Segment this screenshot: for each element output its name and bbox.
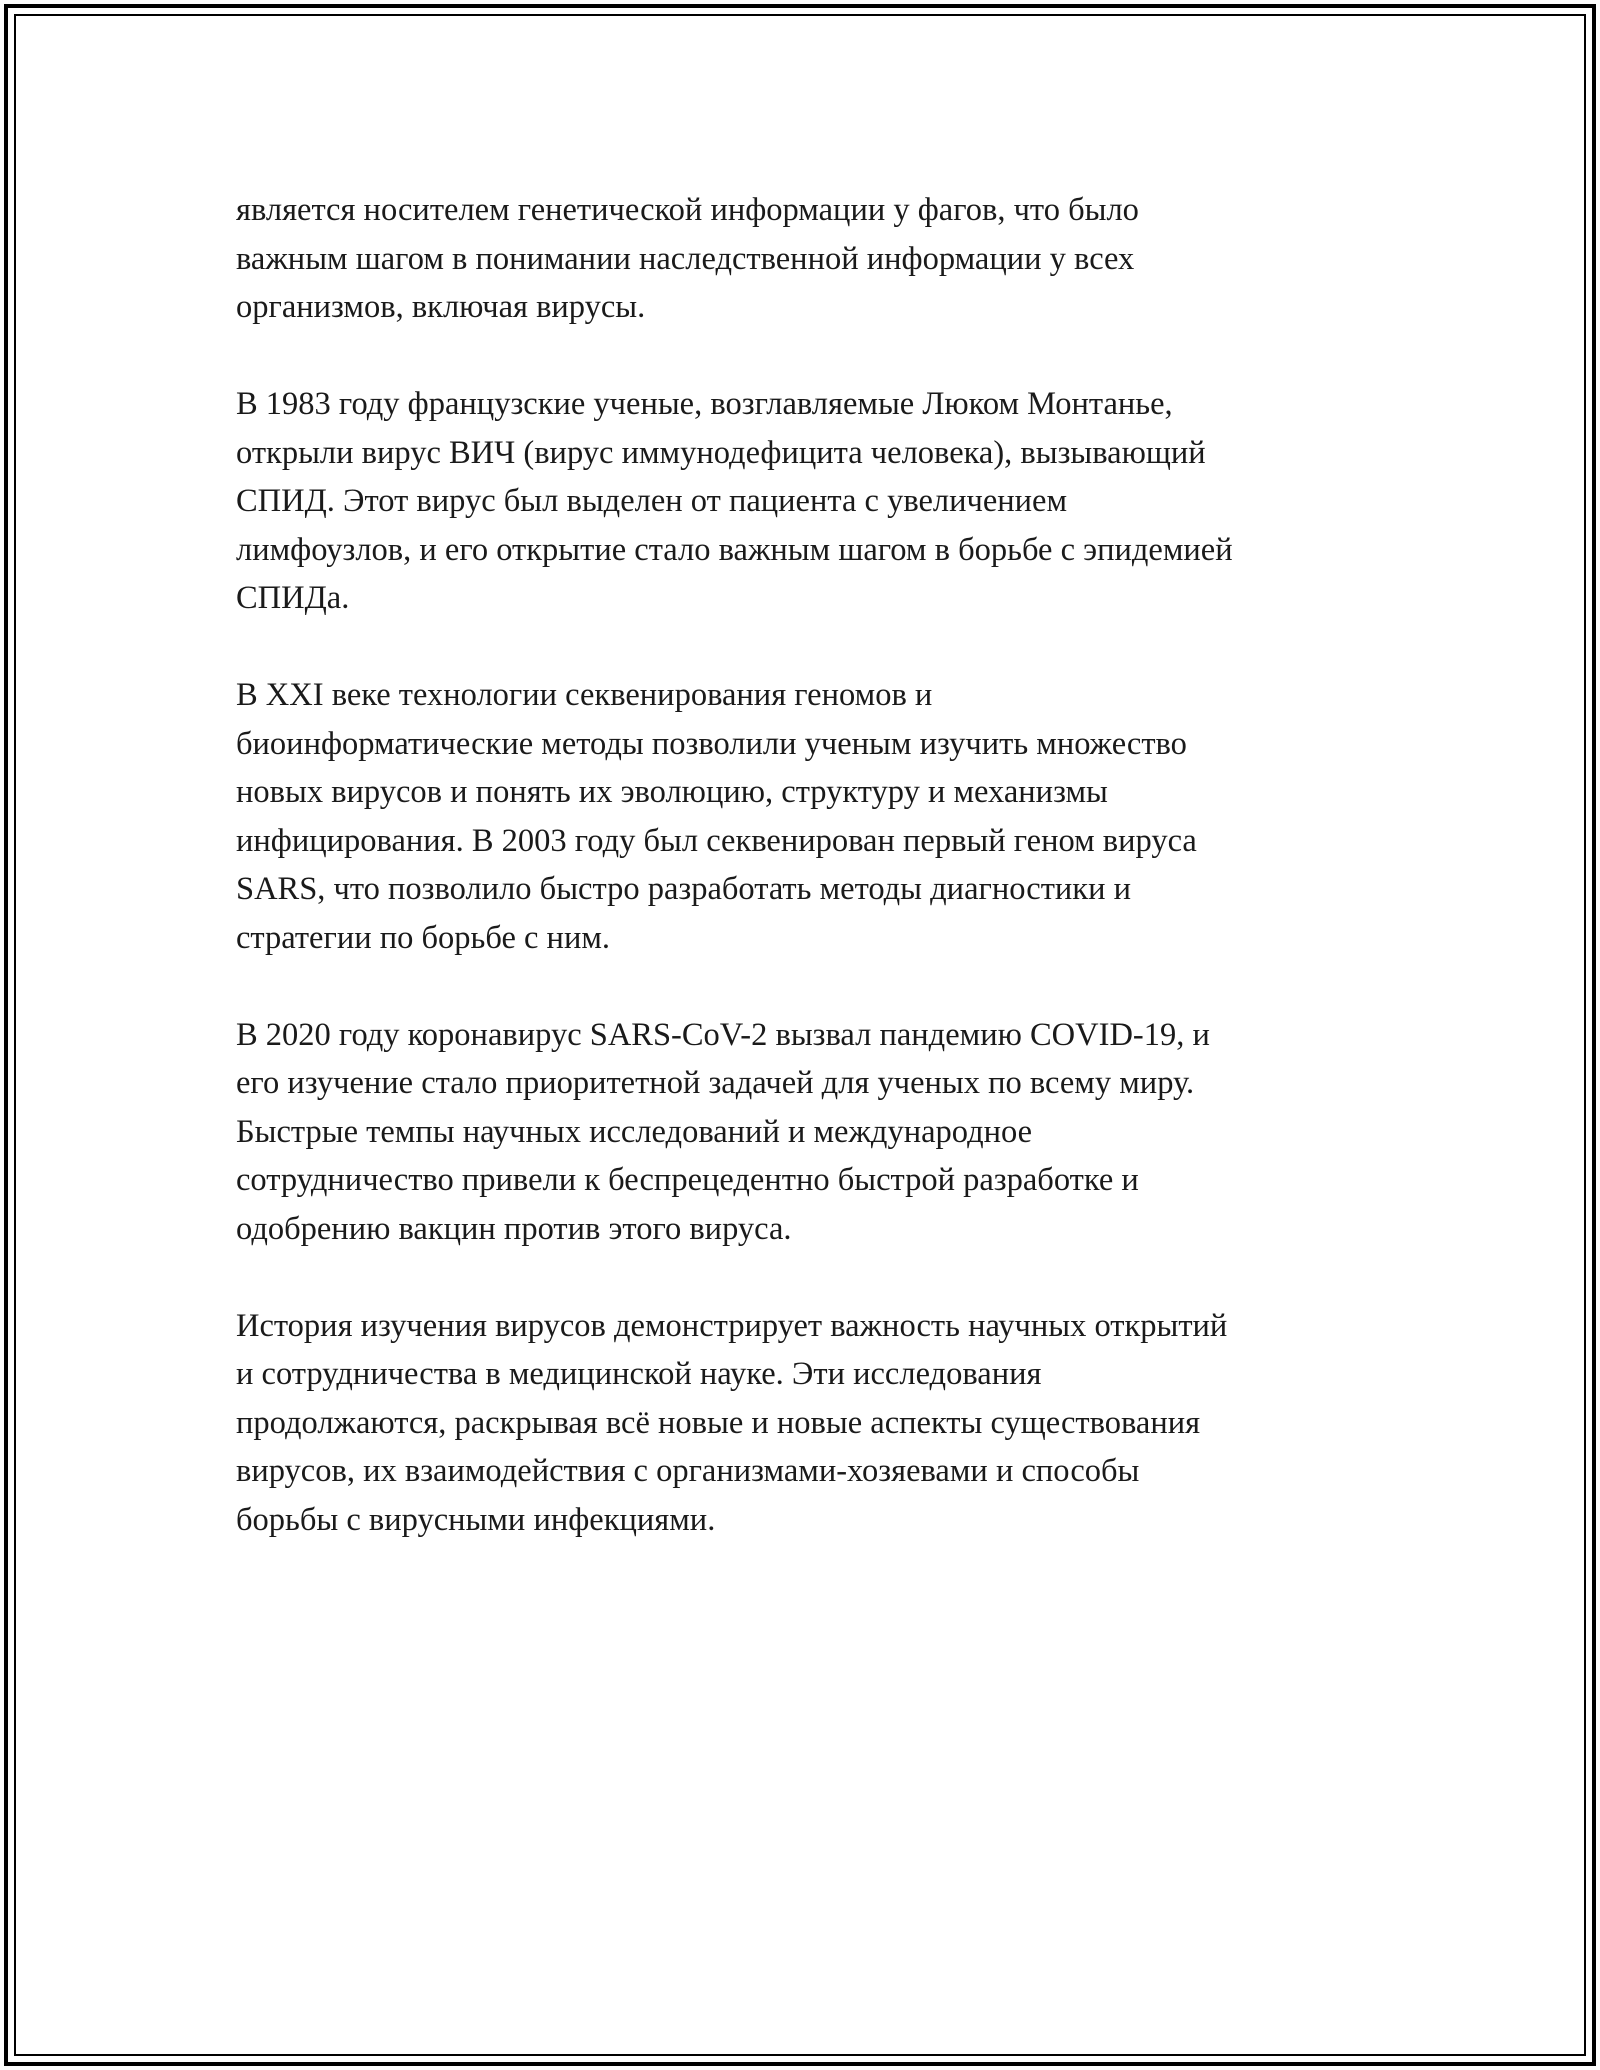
paragraph-covid-19: В 2020 году коронавирус SARS-CoV-2 вызвал пандемию COVID-19, и его изучение стало приоритетной задачей для ученых по всему миру. Быстрые темпы научных исследований и международное сотрудничество привели к беспрецедентно быстрой разработке и одобрению вакцин против этого вируса. (236, 1016, 1210, 1247)
paragraph-genome-sequencing: В XXI веке технологии секвенирования геномов и биоинформатические методы позволили ученым изучить множество новых вирусов и понять их эволюцию, структуру и механизмы инфицирования. В 2003 году был секвенирован первый геном вируса SARS, что позволило быстро разработать методы диагностики и стратегии по борьбе с ним. (236, 677, 1197, 956)
paragraph-phage-dna: является носителем генетической информации у фагов, что было важным шагом в понимании наследственной информации у всех организмов, включая вирусы. (236, 192, 1139, 325)
paragraph-hiv-discovery: В 1983 году французские ученые, возглавляемые Люком Монтанье, открыли вирус ВИЧ (вирус иммунодефицита человека), вызывающий СПИД. Этот вирус был выделен от пациента с увеличением лимфоузлов, и его открытие стало важным шагом в борьбе с эпидемией СПИДа. (236, 386, 1233, 616)
document-body (236, 186, 1386, 1593)
paragraph-conclusion: История изучения вирусов демонстрирует важность научных открытий и сотрудничества в медицинской науке. Эти исследования продолжаются, раскрывая всё новые и новые аспекты существования вирусов, их взаимодействия с организмами-хозяевами и способы борьбы с вирусными инфекциями. (236, 1307, 1228, 1538)
